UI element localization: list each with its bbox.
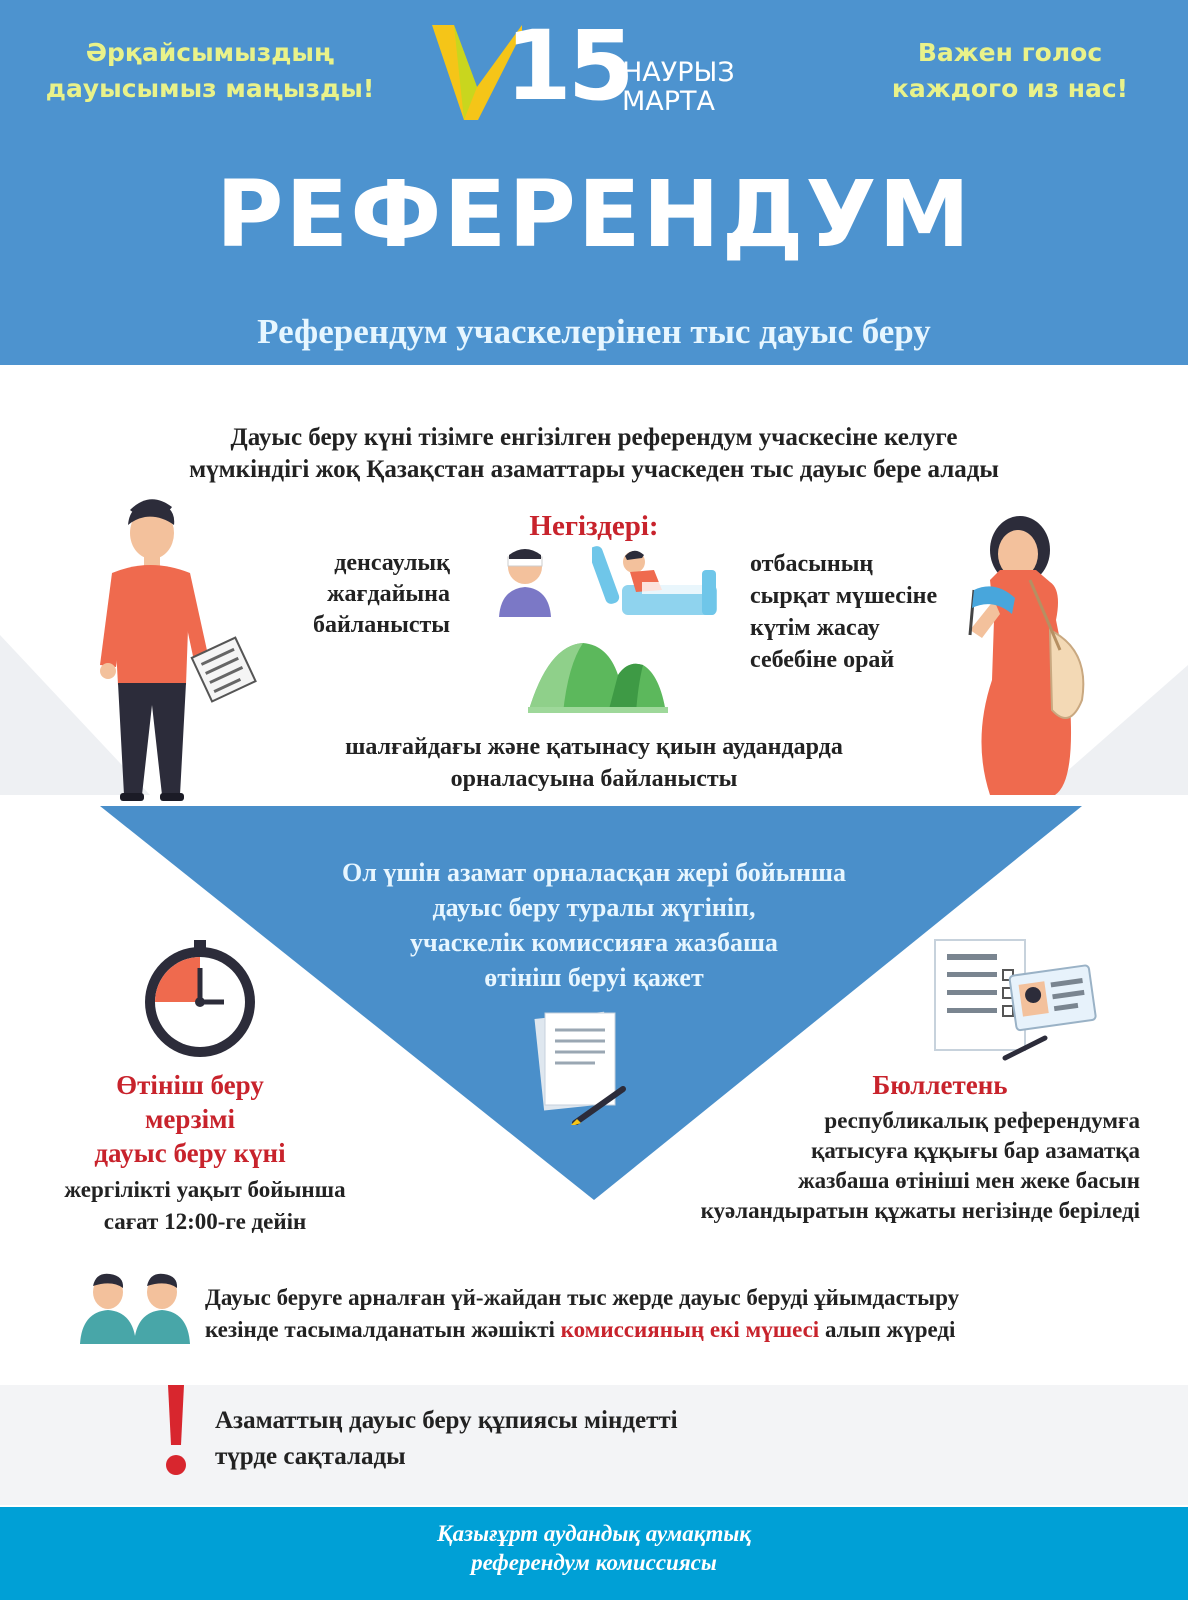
commission-line-2-end: алып жүреді	[819, 1317, 956, 1342]
requirement-line-1: Ол үшін азамат орналасқан жері бойынша	[342, 858, 846, 887]
sick-person-icon	[495, 545, 555, 617]
reasons-title: Негіздері:	[529, 510, 659, 542]
footer-text	[0, 1519, 1188, 1577]
mountains-icon	[528, 635, 668, 715]
deadline-body-line-2: сағат 12:00-ге дейін	[103, 1209, 307, 1234]
intro-line-1: Дауыс беру күні тізімге енгізілген референдум учаскесіне келуге	[230, 424, 958, 451]
slogan-kazakh	[20, 35, 400, 107]
ballot-and-id-icon	[925, 930, 1105, 1065]
commission-text	[205, 1282, 1155, 1346]
page-subtitle: Референдум учаскелерінен тыс дауыс беру	[257, 312, 931, 351]
reason-family-line-3: күтім жасау	[750, 615, 880, 641]
reason-health-line-2: жағдайына	[327, 581, 450, 607]
page-title: РЕФЕРЕНДУМ	[215, 161, 973, 268]
deadline-title-line-1: Өтініш беру	[116, 1070, 264, 1100]
slogan-kazakh-line-1: Әрқайсымыздың	[85, 38, 335, 67]
reason-family-care-text	[750, 548, 990, 676]
clock-icon	[140, 940, 260, 1060]
reason-remote-line-2: орналасуына байланысты	[450, 766, 738, 792]
slogan-kazakh-line-2: дауысымыз маңызды!	[45, 74, 375, 103]
footer-line-2: референдум комиссиясы	[471, 1550, 717, 1575]
secrecy-line-2: түрде сақталады	[215, 1443, 406, 1470]
slogan-russian	[860, 35, 1160, 107]
ballot-body-line-4: куәландыратын құжаты негізінде беріледі	[700, 1198, 1140, 1223]
reason-family-line-4: себебіне орай	[750, 647, 895, 673]
reason-family-line-1: отбасының	[750, 551, 874, 577]
ballot-body	[560, 1106, 1140, 1226]
commission-line-1: Дауыс беруге арналған үй-жайдан тыс жерде дауыс беруді ұйымдастыру	[205, 1285, 960, 1310]
deadline-title-line-3: дауыс беру күні	[94, 1138, 286, 1168]
commission-two-members-highlight: комиссияның екі мүшесі	[560, 1317, 820, 1342]
secrecy-line-1: Азаматтың дауыс беру құпиясы міндетті	[215, 1407, 678, 1434]
application-requirement-text	[200, 855, 988, 995]
ballot-body-line-1: республикалық референдумға	[824, 1108, 1140, 1133]
requirement-line-4: өтініш беруі қажет	[484, 963, 704, 992]
requirement-line-3: учаскелік комиссияға жазбаша	[410, 928, 778, 957]
reason-family-line-2: сырқат мүшесіне	[750, 583, 938, 609]
commission-line-2	[205, 1314, 1155, 1346]
intro-text	[0, 422, 1188, 486]
secrecy-text	[215, 1403, 1015, 1475]
reason-health-line-1: денсаулық	[334, 550, 450, 576]
date-month	[622, 58, 735, 116]
reason-remote-line-1: шалғайдағы және қатынасу қиын аудандарда	[345, 734, 843, 760]
reason-health-text	[260, 548, 450, 641]
deadline-body-line-1: жергілікті уақыт бойынша	[64, 1177, 346, 1202]
deadline-title-line-2: мерзімі	[145, 1104, 235, 1134]
date-month-russian: МАРТА	[622, 86, 716, 117]
slogan-russian-line-1: Важен голос	[917, 38, 1103, 67]
requirement-line-2: дауыс беру туралы жүгініп,	[432, 893, 756, 922]
commission-line-2-start: кезінде тасымалданатын жәшікті	[205, 1317, 561, 1342]
footer-line-1: Қазығұрт аудандық аумақтық	[437, 1521, 751, 1546]
deadline-body	[20, 1174, 390, 1238]
ballot-body-line-3: жазбаша өтініші мен жеке басын	[798, 1168, 1140, 1193]
date-month-kazakh: НАУРЫЗ	[622, 57, 735, 88]
ballot-title: Бюллетень	[872, 1070, 1008, 1100]
deadline-title	[40, 1068, 340, 1170]
patient-bed-icon	[592, 540, 722, 625]
reason-remote-text	[180, 731, 1008, 795]
reason-health-line-3: байланысты	[312, 612, 450, 638]
intro-line-2: мүмкіндігі жоқ Қазақстан азаматтары учаскеден тыс дауыс бере алады	[189, 456, 999, 483]
two-commission-members-icon	[80, 1272, 190, 1344]
date-number: 15	[505, 10, 631, 122]
exclamation-icon	[162, 1385, 190, 1477]
slogan-russian-line-2: каждого из нас!	[891, 74, 1129, 103]
ballot-body-line-2: қатысуға құқығы бар азаматқа	[811, 1138, 1140, 1163]
